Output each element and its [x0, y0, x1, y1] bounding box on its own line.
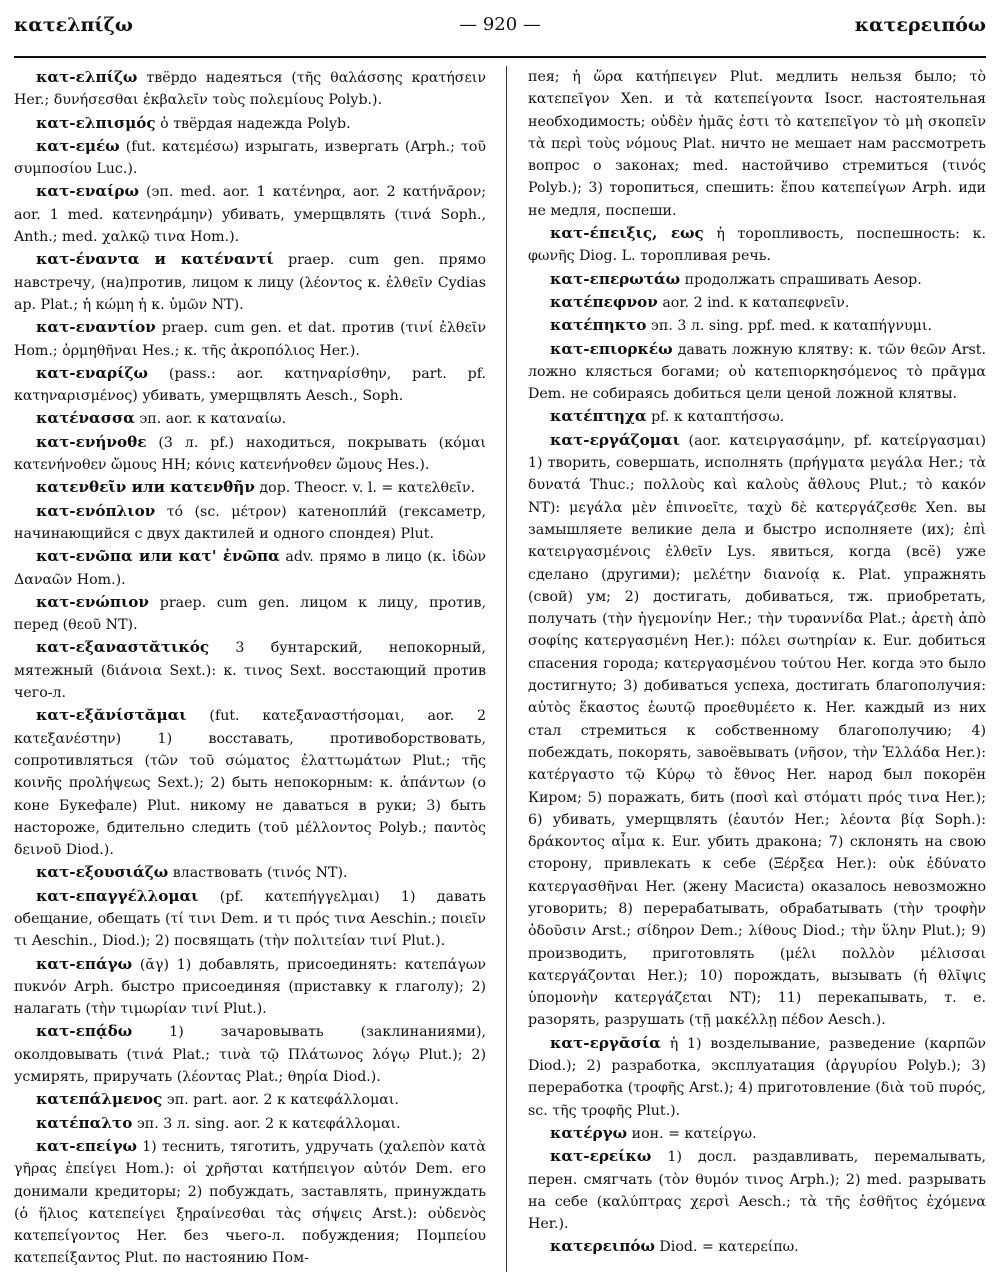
- entry-definition: (pass.: aor. κατηναρίσθην, part. pf. κατηναρισμένος) убивать, умерщвлять Aesch., Soph.: [14, 365, 486, 405]
- entry-headword: κατ-ενώπιον: [36, 592, 149, 611]
- entry-definition: 1) досл. раздавливать, перемалывать, перен. смягчать (τὸν θυμόν τινος Arph.); 2) med. разрывать на себе (καλύπτρας χερσὶ Aesch.; τὰ τῆς ἐσθῆτος ἐχόμενα Her.).: [528, 1149, 986, 1233]
- entry-definition: 1) зачаровывать (заклинаниями), околдовывать (τινά Plat.; τινὰ τῷ Πλάτωνος λόγῳ Plut.); 2) усмирять, приручать (λέοντας Plat.; θηρία Diod.).: [14, 1024, 486, 1086]
- entry-headword: κατεπάλμενος: [36, 1090, 163, 1109]
- entry-headword: κατ-επάγω: [36, 954, 133, 973]
- entry-headword: κατένασσα: [36, 409, 135, 428]
- dictionary-entry: [528, 338, 986, 406]
- dictionary-entry: [14, 135, 486, 181]
- entry-headword: κατ-εναρίζω: [36, 363, 148, 382]
- entry-headword: κατ-εναίρω: [36, 182, 139, 201]
- dictionary-entry: [528, 314, 986, 337]
- dictionary-entry: [14, 861, 486, 884]
- dictionary-entry: [14, 636, 486, 704]
- entry-definition: praep. cum gen. прямо навстречу, (на)против, лицом к лицу (λέοντος κ. ἐλθεῖν Cydias ap. Plat.; ἡ κώμη ἡ κ. ὑμῶν NT).: [14, 252, 486, 313]
- entry-headword: κατ-εναντίον: [36, 318, 156, 337]
- entry-headword: κατ-εμέω: [36, 136, 120, 155]
- entry-definition: praep. cum gen. лицом к лицу, против, перед (θεοῦ NT).: [14, 594, 486, 634]
- entry-headword: κατ-επείγω: [36, 1136, 138, 1155]
- entry-headword: κατ-ενῶπα или κατ' ἐνῶπα: [36, 547, 280, 566]
- entry-definition: (fut. κατεμέσω) изрыгать, извергать (Arph.; τοῦ συμποσίου Luc.).: [14, 138, 486, 178]
- dictionary-entry: [14, 545, 486, 591]
- entry-definition: 1) теснить, тяготить, удручать (χαλεπὸν κατὰ γῆρας ἐπείγει Hom.): οἱ χρῆσται κατήπειγον αὐτόν Dem. его донимали кредиторы; 2) побуждать, заставлять, принуждать (ὁ ἥλιος κατεπείγει ξηραίνεσθαι τὰς σήψεις Arst.): οὐδενὸς κατεπείγοντος Her. без чьего-л. побуждения; Πομπείου κατεπείξαντος Plut. по настоянию Пом-: [14, 1138, 486, 1267]
- dictionary-entry: [14, 1020, 486, 1088]
- entry-definition: (pf. κατεπήγγελμαι) 1) давать обещание, обещать (τί τινι Dem. и τι πρός τινα Aeschin.; ποιεῖν τι Aeschin., Diod.); 2) посвящать (τὴν πολιτείαν τινί Plut.).: [14, 888, 486, 950]
- entry-definition: (эп. med. aor. 1 κατένηρα, aor. 2 κατήνᾱρον; aor. 1 med. κατενηράμην) убивать, умерщвлять (τινά Soph., Anth.; med. χαλκῷ τινα Hom.).: [14, 184, 486, 246]
- header-left-headword: κατελπίζω: [14, 14, 133, 36]
- entry-headword: κατ-εξαναστᾰτικός: [36, 638, 210, 657]
- entry-headword: κατ-ενόπλιον: [36, 501, 156, 520]
- entry-definition: эп. aor. к καταναίω.: [134, 411, 287, 428]
- entry-definition: твёрдо надеяться (τῆς θαλάσσης κρατήσειν Her.; δυνήσεσθαι ἐκβαλεῖν τοὺς πολεμίους Polyb.).: [14, 70, 486, 109]
- dictionary-entry: [528, 222, 986, 268]
- entry-headword: κατ-ενήνοθε: [36, 432, 147, 451]
- entry-headword: κατ-επαγγέλλομαι: [36, 886, 199, 905]
- entry-definition: ион. = κατείργω.: [627, 1125, 757, 1142]
- entry-definition: эп. 3 л. sing. ppf. med. к καταπήγνυμι.: [646, 318, 932, 335]
- entry-headword: κατέργω: [550, 1123, 628, 1142]
- entry-definition: praep. cum gen. et dat. против (τινί ἐλθεῖν Hom.; ὁρμηθῆναι Hes.; κ. τῆς ἀκροπόλιος Her.).: [14, 320, 486, 359]
- entry-definition: 3 бунтарский, непокорный, мятежный (διάνοια Sext.): κ. τινος Sext. восстающий против чего-л.: [14, 640, 486, 702]
- dictionary-entry: [14, 500, 486, 546]
- dictionary-entry: [528, 405, 986, 428]
- entry-definition: (ᾰγ) 1) добавлять, присоединять: κατεπάγων πυκνόν Arph. быстро присоединяя (приставку к глаголу); 2) налагать (τὴν τιμωρίαν τινί Plut.).: [14, 956, 486, 1018]
- entry-headword: κατέπτηχα: [550, 407, 647, 426]
- entry-headword: κατερειπόω: [550, 1237, 655, 1256]
- entry-headword: κατ-ελπίζω: [36, 68, 138, 86]
- entry-definition: давать ложную клятву: κ. τῶν θεῶν Arst. ложно клясться богами; οὐ κατεπιορκησόμενος τὸ πρᾶγμα Dem. не собираясь добиться цели ценой ложной клятвы.: [528, 341, 986, 403]
- header-right-headword: κατερειπόω: [854, 14, 986, 36]
- entry-definition: adv. прямо в лицо (κ. ἰδὼν Δαναῶν Hom.).: [14, 549, 486, 588]
- entry-definition: ἡ торопливость, поспешность: κ. φωνῆς Diog. L. торопливая речь.: [528, 226, 986, 265]
- dictionary-entry: [528, 291, 986, 314]
- entry-definition: Diod. = κατερείπω.: [654, 1239, 799, 1256]
- entry-definition: эп. 3 л. sing. aor. 2 к κατεφάλλομαι.: [132, 1115, 401, 1132]
- entry-definition: эп. part. aor. 2 к κατεφάλλομαι.: [162, 1092, 399, 1109]
- dictionary-entry: [14, 180, 486, 248]
- entry-headword: κατέπαλτο: [36, 1113, 133, 1132]
- entry-definition: (3 л. pf.) находиться, покрывать (κόμαι κατενήνοθεν ὤμους HH; κόνις κατενήνοθεν ὤμους Hes.).: [14, 434, 486, 474]
- entry-definition: продолжать спрашивать Aesop.: [680, 271, 922, 288]
- dictionary-entry: [14, 431, 486, 477]
- dictionary-entry: [528, 429, 986, 1032]
- dictionary-entry: [14, 885, 486, 953]
- entry-definition: пея; ἡ ὥρα κατήπειγεν Plut. медлить нельзя было; τὸ κατεπεῖγον Xen. и τὰ κατεπείγοντα Isocr. настоятельная необходимость; οὐδὲν ἡμᾶς ἐστι τὸ κατεπεῖγον τὸ μὴ σκοπεῖν τὰ περὶ τοὺς νόμους Plat. ничто не мешает нам рассмотреть вопрос о законах; med. настойчиво стремиться (τινός Polyb.); 3) торопиться, спешить: ἕπου κατεπείγων Arph. иди не медля, поспеши.: [528, 69, 986, 219]
- entry-headword: κατ-εξᾰνίστᾰμαι: [36, 706, 187, 725]
- entry-definition: властвовать (τινός NT).: [168, 865, 348, 882]
- dictionary-entry: [528, 66, 986, 222]
- dictionary-entry: [14, 407, 486, 430]
- dictionary-entry: [14, 591, 486, 637]
- entry-definition: (fut. κατεξαναστήσομαι, aor. 2 κατεξανέστην) 1) восставать, противоборствовать, сопротивляться (τῶν τοῦ σώματος ἐλαττωμάτων Plut.; τῆς κοινῆς προλήψεως Sext.); 2) быть непокорным: κ. ἁπάντων (о коне Букефале) Plut. никому не даваться в руки; 3) быть настороже, бдительно следить (τοῦ μέλλοντος Polyb.; παντὸς δεινοῦ Diod.).: [14, 708, 486, 859]
- entry-headword: κατ-επερωτάω: [550, 269, 681, 288]
- entry-headword: κατέπηκτο: [550, 316, 647, 335]
- dictionary-entry: [14, 953, 486, 1021]
- page-header: [14, 14, 986, 42]
- dictionary-entry: [528, 1032, 986, 1122]
- dictionary-entry: [528, 1145, 986, 1235]
- dictionary-entry: [14, 704, 486, 861]
- column-divider: [506, 66, 507, 1272]
- entry-definition: aor. 2 ind. к καταπεφνεῖν.: [657, 294, 850, 311]
- dictionary-entry: [14, 476, 486, 499]
- entry-headword: κατ-έναντα и κατέναντί: [36, 250, 274, 269]
- entry-headword: κατ-εργάζομαι: [550, 430, 680, 449]
- dictionary-entry: [14, 362, 486, 408]
- entry-headword: κατ-ελπισμός: [36, 113, 156, 132]
- dictionary-entry: [14, 112, 486, 135]
- dictionary-entry: [528, 1122, 986, 1145]
- entry-headword: κατέπεφνον: [550, 292, 658, 311]
- entry-headword: κατενθεῖν или κατενθῆν: [36, 478, 255, 497]
- entry-definition: ὁ твёрдая надежда Polyb.: [155, 115, 351, 132]
- entry-definition: дор. Theocr. v. l. = κατελθεῖν.: [254, 480, 476, 497]
- dictionary-entry: [14, 1135, 486, 1270]
- left-column: [14, 66, 486, 1272]
- entry-headword: κατ-ερείκω: [550, 1147, 652, 1166]
- dictionary-entry: [528, 268, 986, 291]
- entry-definition: τό (sc. μέτρον) катенопли́й (гексаметр, начинающийся с двух дактилей и одного спондея) Plut.: [14, 503, 486, 542]
- dictionary-entry: [14, 1088, 486, 1111]
- entry-definition: (aor. κατειργασάμην, pf. κατείργασμαι) 1) творить, совершать, исполнять (πρήγματα μεγάλα Her.; τὰ δυνατά Thuc.; πολλοὺς καὶ καλοὺς ἄθλους Plut.; τὸ κακόν NT): μεγάλα μὲν ἐπινοεῖτε, ταχὺ δὲ κατεργάζεσθε Xen. вы замышляете великие дела и быстро исполняете (их); ἐπὶ κατειργασμένοις ἐλθεῖν Lys. явиться, когда (всё) уже сделано (другими); μελέτην διανοίᾳ κ. Plat. упражнять (свой) ум; 2) достигать, добиваться, тж. приобретать, получать (τὴν ἡγεμονίην Her.; τὴν τυραννίδα Plat.; ἀρετὴ ἀπὸ σοφίης κατεργασμένη Her.): πόλει σωτηρίαν κ. Eur. добиться спасения города; κατεργασμένου τούτου Her. когда это было достигнуто; 3) добиваться успеха, достигать благополучия: αὐτὸς ἕκαστος ἑωυτῷ προεθυμέετο κ. Her. каждый из них стал стремиться к собственному благополучию; 4) побеждать, покорять, завоёвывать (νῆσον, τὴν Ἑλλάδα Her.): κατέργαστο τῷ Κύρῳ τὸ ἔθνος Her. народ был покорён Киром; 5) поражать, бить (ποσὶ καὶ στόματι πρός τινα Her.); 6) убивать, умерщвлять (ἑαυτόν Her.; λέοντα βίᾳ Soph.): δράκοντος αἷμα κ. Eur. убить дракона; 7) склонять на свою сторону, привлекать к себе (Ξέρξεα Her.): οὐκ ἐδύνατο κατεργασθῆναι Her. (жену Масиста) оказалось невозможно уговорить; 8) перерабатывать, обрабатывать (τὴν τροφὴν ὀδοῦσιν Arst.; σίδηρον Dem.; λίθους Diod.; τὴν ὕλην Plut.); 9) производить, приготовлять (μέλι πολλὸν μέλισσαι κατεργάζονται Her.); 10) порождать, вызывать (ἡ θλῖψις ὑπομονὴν κατεργάζεται NT); 11) перекапывать, т. е. разорять, разрушать (τῇ μακέλλῃ πέδον Aesch.).: [528, 432, 986, 1029]
- header-rule: [14, 56, 986, 58]
- dictionary-entry: [14, 1112, 486, 1135]
- entry-headword: κατ-έπειξις, εως: [550, 224, 704, 243]
- dictionary-entry: [14, 66, 486, 112]
- entry-definition: ἡ 1) возделывание, разведение (καρπῶν Diod.); 2) разработка, эксплуатация (ἀργυρίου Polyb.); 3) переработка (τροφῆς Arst.); 4) приготовление (διὰ τοῦ πυρός, sc. τῆς τροφῆς Plut.).: [528, 1035, 986, 1119]
- entry-headword: κατ-εργᾰσία: [550, 1033, 661, 1052]
- entry-headword: κατ-επᾴδω: [36, 1022, 133, 1041]
- dictionary-entry: [528, 1235, 986, 1258]
- page-number: — 920 —: [459, 14, 541, 35]
- entry-headword: κατ-επιορκέω: [550, 339, 673, 358]
- right-column: [528, 66, 986, 1272]
- entry-definition: pf. к καταπτήσσω.: [646, 409, 785, 426]
- entry-headword: κατ-εξουσιάζω: [36, 863, 169, 882]
- dictionary-entry: [14, 248, 486, 316]
- dictionary-entry: [14, 316, 486, 362]
